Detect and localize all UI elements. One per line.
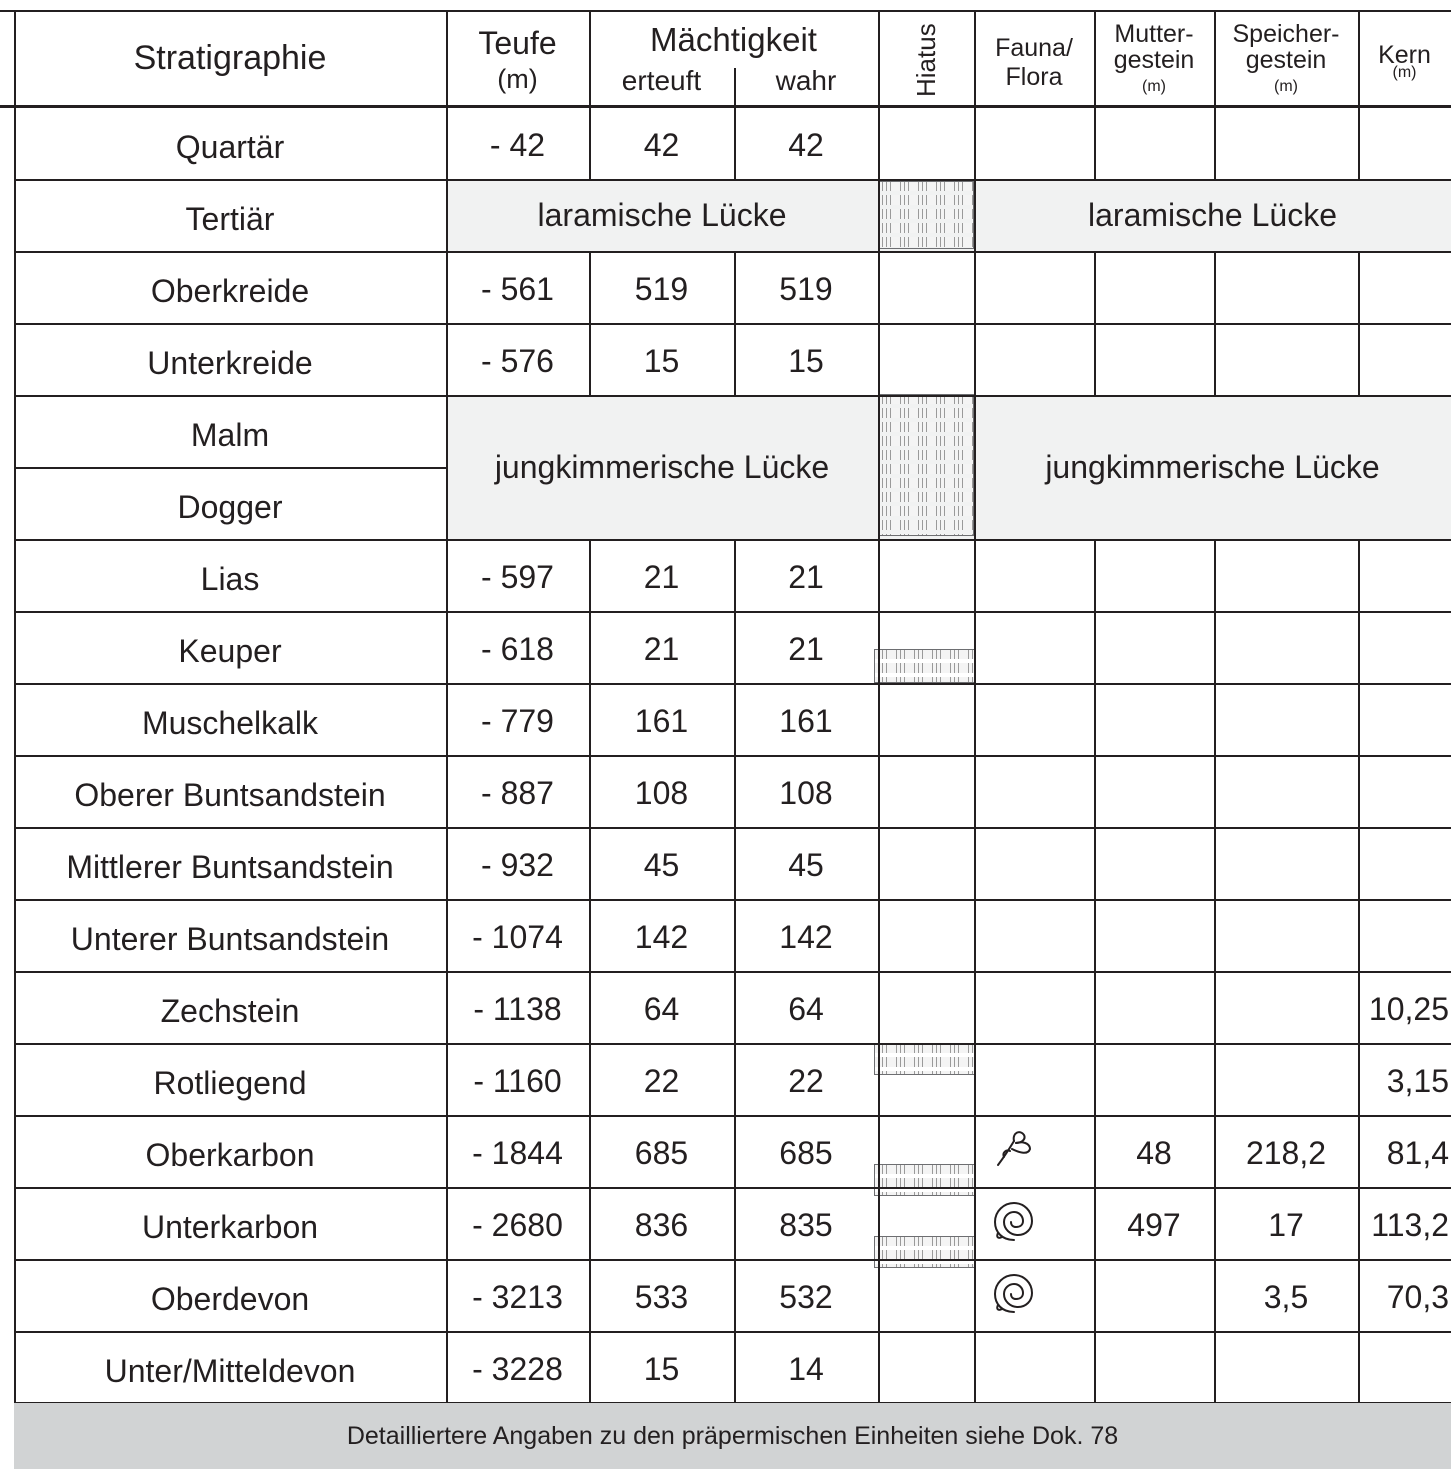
stratigraphy-cell: Muschelkalk	[141, 705, 319, 741]
grid-line	[1358, 251, 1360, 395]
mutter-cell: 497	[1127, 1207, 1181, 1243]
grid-line	[1214, 10, 1216, 179]
stratigraphy-cell: Tertiär	[185, 201, 275, 237]
header-muttergestein-2: gestein	[1113, 45, 1195, 74]
grid-line	[14, 323, 1451, 325]
grid-line	[14, 395, 1451, 397]
wahr-cell: 108	[779, 775, 833, 811]
stratigraphy-cell: Oberkarbon	[145, 1137, 315, 1173]
teufe-cell: - 597	[481, 559, 554, 595]
grid-line	[589, 539, 591, 1402]
kern-cell: 81,4	[1386, 1135, 1449, 1171]
speicher-cell: 3,5	[1263, 1279, 1309, 1315]
stratigraphy-cell: Malm	[190, 417, 270, 453]
wahr-cell: 42	[788, 127, 824, 163]
erteuft-cell: 21	[643, 559, 680, 595]
grid-line	[0, 105, 1451, 108]
wahr-cell: 21	[788, 559, 824, 595]
stratigraphy-cell: Oberer Buntsandstein	[74, 777, 386, 813]
grid-line	[14, 1115, 1451, 1117]
erteuft-cell: 108	[634, 775, 689, 811]
wahr-cell: 15	[788, 343, 824, 379]
wahr-cell: 532	[779, 1279, 833, 1315]
grid-line	[589, 10, 591, 179]
grid-line	[14, 467, 446, 469]
header-kern: Kern	[1378, 40, 1431, 69]
teufe-cell: - 1138	[473, 991, 562, 1027]
grid-line	[589, 251, 591, 395]
wahr-cell: 22	[788, 1063, 824, 1099]
jungkimmerische-luecke-label: jungkimmerische Lücke	[494, 449, 830, 485]
hiatus-frame	[878, 394, 974, 536]
header-teufe: Teufe	[478, 25, 557, 61]
header-kern-unit: (m)	[1392, 64, 1417, 81]
stratigraphy-cell: Keuper	[178, 633, 282, 669]
grid-line	[14, 899, 1451, 901]
stratigraphy-cell: Unterer Buntsandstein	[70, 921, 390, 957]
hiatus-frame	[878, 181, 974, 249]
stratigraphy-cell: Oberdevon	[150, 1281, 310, 1317]
header-speichergestein: Speicher-	[1232, 19, 1340, 48]
erteuft-cell: 21	[643, 631, 680, 667]
stratigraphy-cell: Oberkreide	[150, 273, 310, 309]
grid-line	[14, 1259, 1451, 1261]
header-stratigraphie: Stratigraphie	[133, 39, 327, 77]
header-speichergestein-2: gestein	[1245, 45, 1327, 74]
header-speichergestein-unit: (m)	[1274, 78, 1298, 95]
erteuft-cell: 836	[634, 1207, 689, 1243]
teufe-cell: - 3213	[472, 1279, 563, 1315]
teufe-cell: - 618	[481, 631, 554, 667]
wahr-cell: 142	[779, 919, 833, 955]
header-flora: Flora	[1005, 62, 1063, 91]
grid-line	[0, 10, 1451, 12]
grid-line	[446, 10, 448, 1402]
header-teufe-unit: (m)	[497, 63, 538, 94]
grid-line	[734, 539, 736, 1402]
wahr-cell: 14	[788, 1350, 824, 1387]
grid-line	[14, 683, 1451, 685]
stratigraphy-cell: Rotliegend	[153, 1065, 307, 1101]
kern-cell: 3,15	[1386, 1063, 1449, 1099]
teufe-cell: - 1844	[472, 1135, 563, 1171]
header-muttergestein-unit: (m)	[1142, 78, 1166, 95]
erteuft-cell: 142	[634, 919, 689, 955]
teufe-cell: - 42	[489, 127, 546, 163]
grid-line	[1214, 539, 1216, 1402]
erteuft-cell: 15	[643, 1350, 680, 1387]
grid-line	[14, 10, 16, 1468]
stratigraphy-cell: Dogger	[177, 489, 283, 525]
grid-line	[14, 971, 1451, 973]
erteuft-cell: 42	[643, 127, 680, 163]
kern-cell: 113,2	[1371, 1207, 1449, 1243]
grid-line	[14, 755, 1451, 757]
header-erteuft: erteuft	[621, 65, 702, 96]
teufe-cell: - 3228	[472, 1350, 563, 1387]
header-muttergestein: Mutter-	[1114, 19, 1194, 48]
teufe-cell: - 1074	[472, 919, 563, 955]
wahr-cell: 21	[788, 631, 824, 667]
grid-line	[1358, 10, 1360, 179]
grid-line	[1358, 539, 1360, 1402]
teufe-cell: - 2680	[472, 1207, 563, 1243]
hiatus-frame	[874, 1236, 976, 1268]
laramische-luecke-label: laramische Lücke	[537, 197, 787, 233]
teufe-cell: - 779	[481, 703, 554, 739]
grid-line	[734, 105, 736, 179]
speicher-cell: 17	[1268, 1207, 1304, 1243]
teufe-cell: - 576	[481, 343, 554, 379]
teufe-cell: - 887	[481, 775, 554, 811]
stratigraphy-cell: Quartär	[175, 129, 285, 165]
kern-cell: 70,3	[1386, 1279, 1449, 1315]
grid-line	[878, 10, 880, 1402]
speicher-cell: 218,2	[1245, 1135, 1327, 1171]
footer-note: Detailliertere Angaben zu den präpermischen Einheiten siehe Dok. 78	[14, 1402, 1451, 1469]
grid-line	[14, 827, 1451, 829]
stratigraphy-cell: Mittlerer Buntsandstein	[66, 849, 394, 885]
grid-line	[974, 10, 976, 1402]
erteuft-cell: 685	[634, 1135, 689, 1171]
plant-fossil-icon	[992, 1127, 1036, 1171]
grid-line	[1094, 539, 1096, 1402]
grid-line	[14, 611, 1451, 613]
grid-line	[1094, 251, 1096, 395]
erteuft-cell: 519	[634, 271, 689, 307]
header-hiatus: Hiatus	[911, 23, 941, 97]
hiatus-frame	[874, 1043, 976, 1075]
grid-line	[14, 179, 1451, 181]
stratigraphy-cell: Unter/Mitteldevon	[104, 1352, 356, 1389]
grid-line	[14, 1331, 1451, 1333]
grid-line	[734, 251, 736, 395]
grid-line	[1094, 10, 1096, 179]
grid-line	[14, 1187, 1451, 1189]
wahr-cell: 685	[779, 1135, 833, 1171]
erteuft-cell: 161	[634, 703, 689, 739]
wahr-cell: 835	[779, 1207, 833, 1243]
stratigraphy-cell: Lias	[200, 561, 260, 597]
wahr-cell: 64	[788, 991, 824, 1027]
teufe-cell: - 932	[481, 847, 554, 883]
grid-line	[14, 1043, 1451, 1045]
stratigraphy-cell: Zechstein	[160, 993, 300, 1029]
mutter-cell: 48	[1136, 1135, 1172, 1171]
ammonite-icon	[992, 1271, 1036, 1315]
wahr-cell: 519	[779, 271, 833, 307]
grid-line	[14, 539, 1451, 541]
grid-line	[1214, 251, 1216, 395]
ammonite-icon	[992, 1199, 1036, 1243]
header-fauna: Fauna/	[995, 33, 1073, 62]
kern-cell: 10,25	[1368, 991, 1449, 1027]
header-maechtigkeit: Mächtigkeit	[650, 20, 817, 58]
teufe-cell: - 1160	[473, 1063, 562, 1099]
erteuft-cell: 533	[634, 1279, 689, 1315]
erteuft-cell: 15	[643, 343, 680, 379]
teufe-cell: - 561	[481, 271, 554, 307]
erteuft-cell: 45	[643, 847, 680, 883]
stratigraphy-cell: Unterkreide	[147, 345, 313, 381]
stratigraphy-cell: Unterkarbon	[141, 1209, 319, 1245]
jungkimmerische-luecke-label: jungkimmerische Lücke	[1045, 449, 1380, 485]
header-wahr: wahr	[775, 65, 837, 96]
erteuft-cell: 64	[643, 991, 680, 1027]
erteuft-cell: 22	[643, 1063, 680, 1099]
hiatus-frame	[874, 649, 976, 683]
grid-line	[734, 68, 736, 105]
hiatus-frame	[874, 1164, 976, 1196]
wahr-cell: 161	[779, 703, 833, 739]
wahr-cell: 45	[788, 847, 824, 883]
laramische-luecke-label: laramische Lücke	[1088, 197, 1337, 233]
grid-line	[14, 251, 1451, 253]
